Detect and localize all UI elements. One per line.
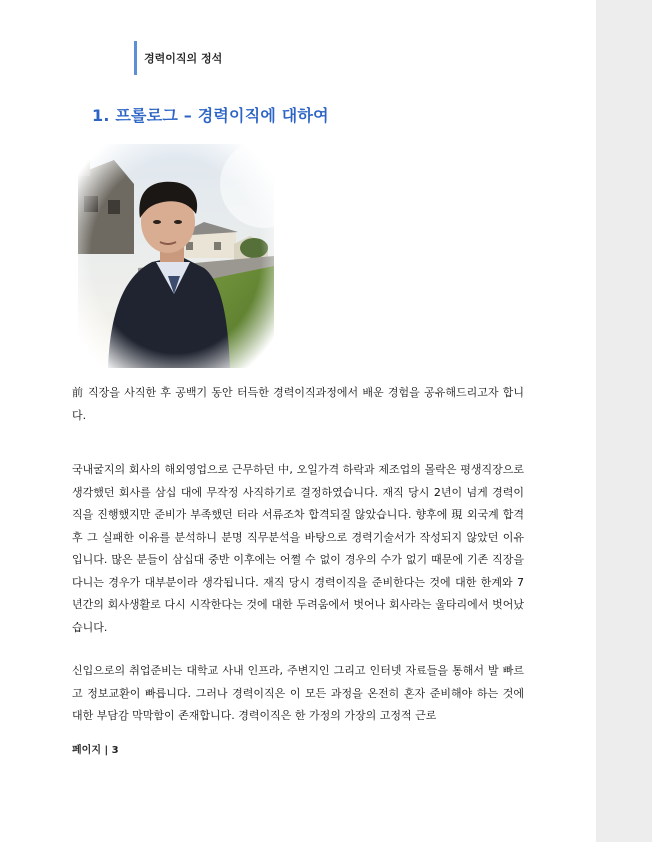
page-footer xyxy=(72,741,119,756)
header-title: 경력이직의 정석 xyxy=(144,52,223,65)
running-header xyxy=(134,41,222,75)
footer-separator: | xyxy=(104,745,109,756)
page-number: 3 xyxy=(111,745,119,756)
section-heading: 1. 프롤로그 – 경력이직에 대하여 xyxy=(92,106,329,125)
paragraph-preparation: 신입으로의 취업준비는 대학교 사내 인프라, 주변지인 그리고 인터넷 자료들을 통해서 발 빠르고 정보교환이 빠릅니다. 그러나 경력이직은 이 모든 과정을 온전히 혼자 준비해야 하는 것에 대한 부담감 막막함이 존재합니다. 경력이직은 한 가정의 가장의 고정적 근로 xyxy=(72,664,524,722)
paragraph-background: 국내굴지의 회사의 해외영업으로 근무하던 中, 오일가격 하락과 제조업의 몰락은 평생직장으로 생각했던 회사를 삼십 대에 무작정 사직하기로 결정하였습니다. 재직 당시 2년이 넘게 경력이직을 진행했지만 준비가 부족했던 터라 서류조차 합격되질 않았습니다. 향후에 現 외국계 합격 후 그 실패한 이유를 분석하니 분명 직무분석을 바탕으로 경력기술서가 작성되지 않았던 이유입니다. 많은 분들이 삼십대 중반 이후에는 어쩔 수 없이 경우의 수가 없기 때문에 기존 직장을 다니는 경우가 대부분이라 생각됩니다. 재직 당시 경력이직을 준비한다는 것에 대한 한계와 7년간의 회사생활로 다시 시작한다는 것에 대한 두려움에서 벗어나 회사라는 울타리에서 벗어났습니다. xyxy=(72,463,524,634)
author-photo xyxy=(78,144,274,368)
paragraph-intro: 前 직장을 사직한 후 공백기 동안 터득한 경력이직과정에서 배운 경험을 공유해드리고자 합니다. xyxy=(72,386,524,422)
footer-label: 페이지 xyxy=(72,745,101,756)
